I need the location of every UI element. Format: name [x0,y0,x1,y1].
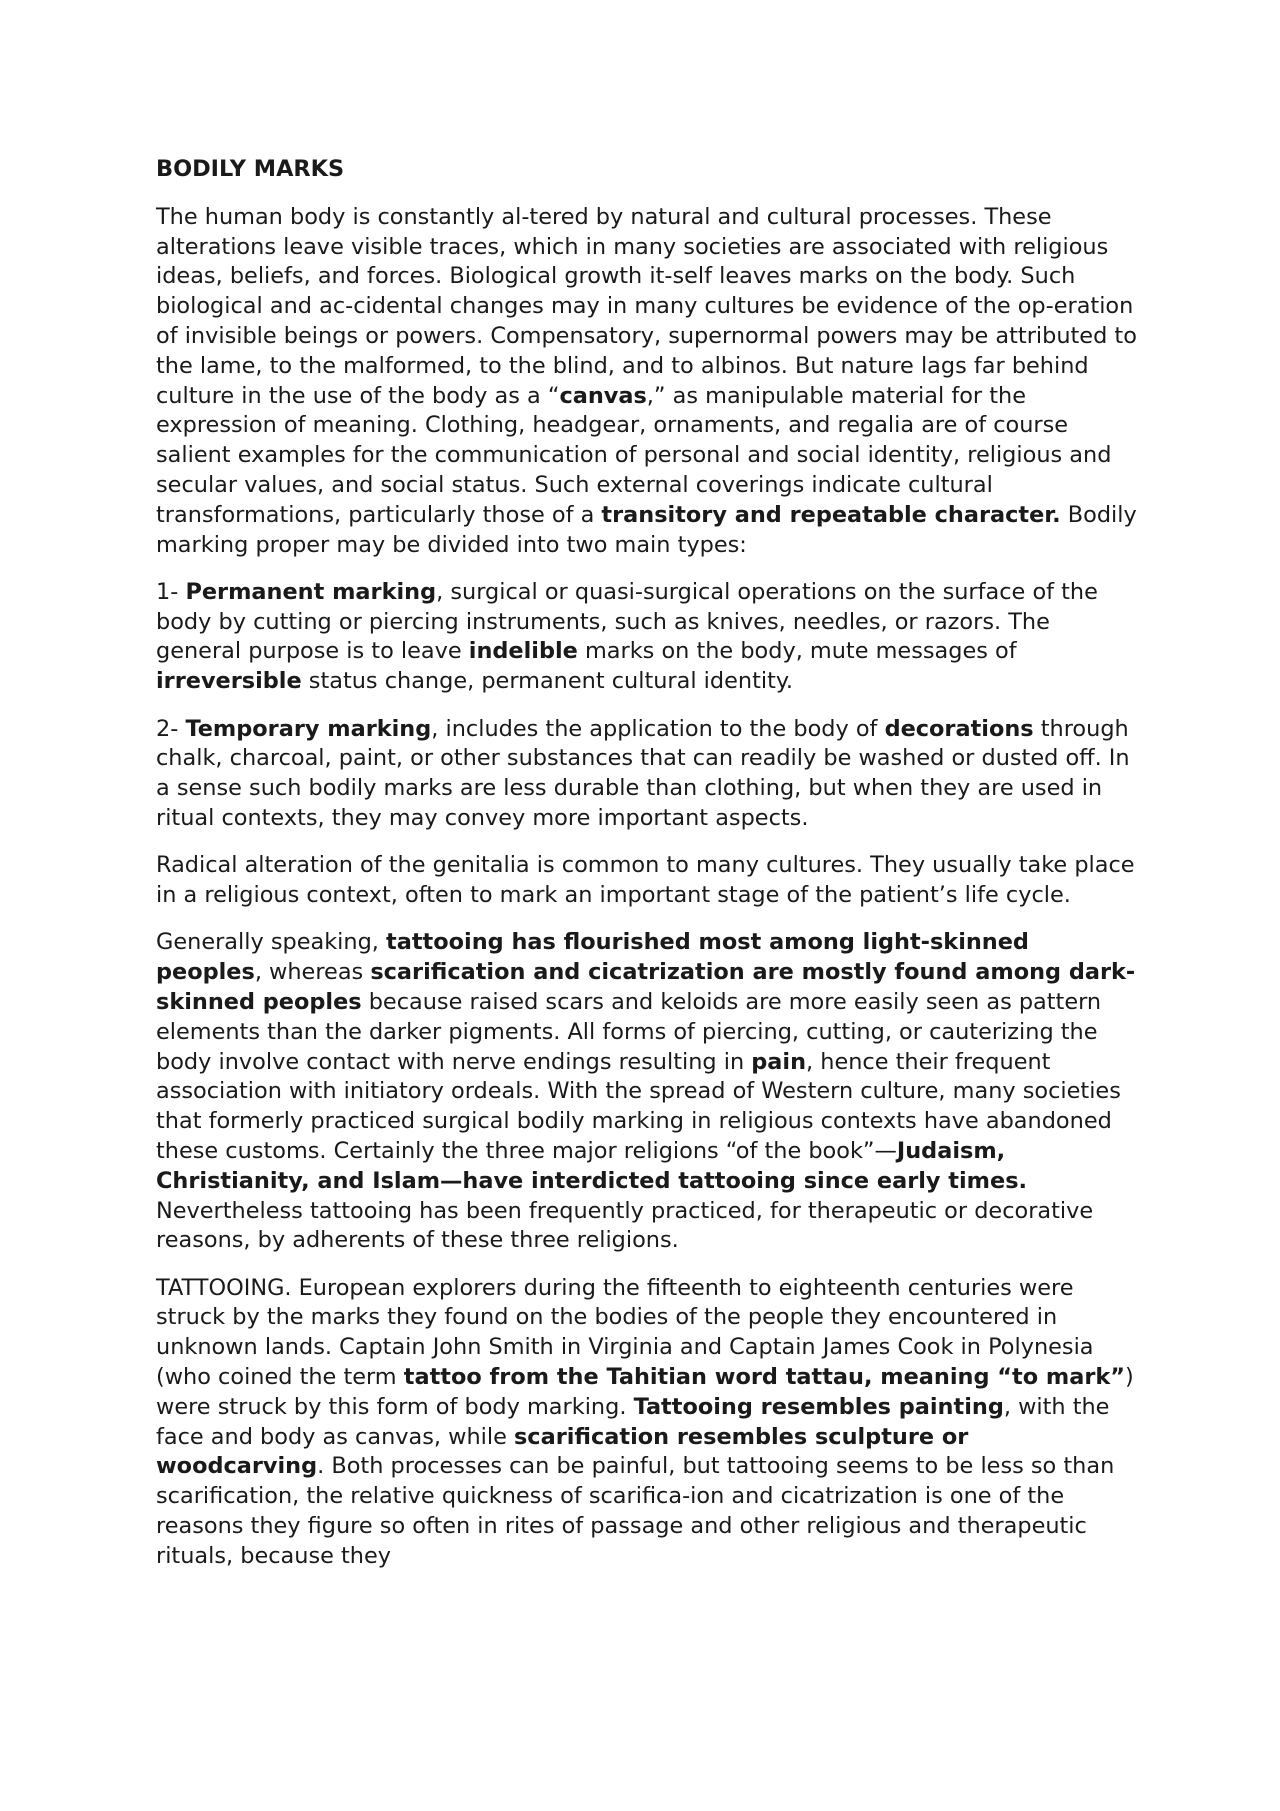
text-run: ,” as manipulable material for the expression of meaning. Clothing, headgear, ornaments, and regalia are of course salient examples for the communication of personal and social identity, religious and secular values, and social status. Such external coverings indicate cultural transformations, particularly those of a [156,382,1112,528]
text-run: TATTOOING. European explorers during the fifteenth to eighteenth centuries were struck by the marks they found on the bodies of the people they encountered in unknown lands. Captain John Smith in Virginia and Captain James Cook in Polynesia (who coined the term [156,1274,1094,1390]
text-run: Bodily marking proper may be divided into two main types: [156,501,1137,558]
text-run: ) were struck by this form of body marking. [156,1363,1134,1420]
text-run: Radical alteration of the genitalia is common to many cultures. They usually take place in a religious context, often to mark an important stage of the patient’s life cycle. [156,852,1135,909]
bold-text: Permanent marking [185,578,437,605]
text-run: status change, permanent cultural identity. [301,668,794,695]
text-run: through chalk, charcoal, paint, or other substances that can readily be washed or dusted off. In a sense such bodily marks are less durable than clothing, but when they are used in ritual contexts, they may convey more important aspects. [156,715,1130,831]
bold-text: indelible [468,638,578,665]
text-run: , surgical or quasi-surgical operations on the surface of the body by cutting or piercing instruments, such as knives, needles, or razors. The general purpose is to leave [156,578,1098,665]
text-run: Nevertheless tattooing has been frequently practiced, for therapeutic or decorative reasons, by adherents of these three religions. [156,1197,1094,1254]
paragraph-permanent [156,578,1140,697]
bold-text: pain [751,1048,807,1075]
paragraph-list [156,203,1140,1572]
bold-text: Judaism, Christianity, and Islam—have interdicted tattooing since early times. [156,1137,1028,1194]
document-body [156,155,1140,1572]
bold-text: canvas [559,382,647,409]
text-run: marks on the body, mute messages of [577,638,1017,665]
bold-text: irreversible [156,668,302,695]
bold-text: Tattooing resembles painting [633,1393,1004,1420]
document-heading: BODILY MARKS [156,156,345,182]
paragraph-tattooing [156,1274,1140,1572]
bold-text: transitory and repeatable character. [601,501,1061,528]
text-run: . Both processes can be painful, but tattooing seems to be less so than scarification, the relative quickness of scarifica-ion and cicatrization is one of the reasons they figure so often in rites of passage and other religious and therapeutic rituals, because they [156,1453,1115,1569]
paragraph-general [156,928,1140,1256]
bold-text: Temporary marking [185,715,432,742]
text-run: 2- [156,715,186,742]
paragraph-intro [156,203,1140,561]
text-run: Generally speaking, [156,929,387,956]
bold-text: decorations [884,715,1034,742]
bold-text: scarification and cicatrization are mostly found among dark-skinned peoples [156,959,1136,1015]
bold-text: scarification resembles sculpture or woodcarving [156,1423,969,1480]
text-run: , whereas [254,959,371,986]
text-run: , hence their frequent association with initiatory ordeals. With the spread of Western culture, many societies that formerly practiced surgical bodily marking in religious contexts have abandoned these customs. Certainly the three major religions “of the book”— [156,1048,1121,1164]
text-run: The human body is constantly al-tered by natural and cultural processes. These alterations leave visible traces, which in many societies are associated with religious ideas, beliefs, and forces. Biological growth it-self leaves marks on the body. Such biological and ac-cidental changes may in many cultures be evidence of the op-eration of invisible beings or powers. Compensatory, supernormal powers may be attributed to the lame, to the malformed, to the blind, and to albinos. But nature lags far behind culture in the use of the body as a “ [156,203,1137,409]
bold-text: tattooing has flourished most among light-skinned peoples [156,929,1029,986]
text-run: because raised scars and keloids are more easily seen as pattern elements than the darker pigments. All forms of piercing, cutting, or cauterizing the body involve contact with nerve endings resulting in [156,988,1102,1075]
bold-text: tattoo from the Tahitian word tattau, meaning “to mark” [403,1363,1125,1390]
text-run: , includes the application to the body of [431,715,885,742]
paragraph-temporary [156,715,1140,834]
paragraph-genitalia [156,851,1140,911]
text-run: , with the face and body as canvas, while [156,1393,1110,1450]
text-run: 1- [156,578,186,605]
